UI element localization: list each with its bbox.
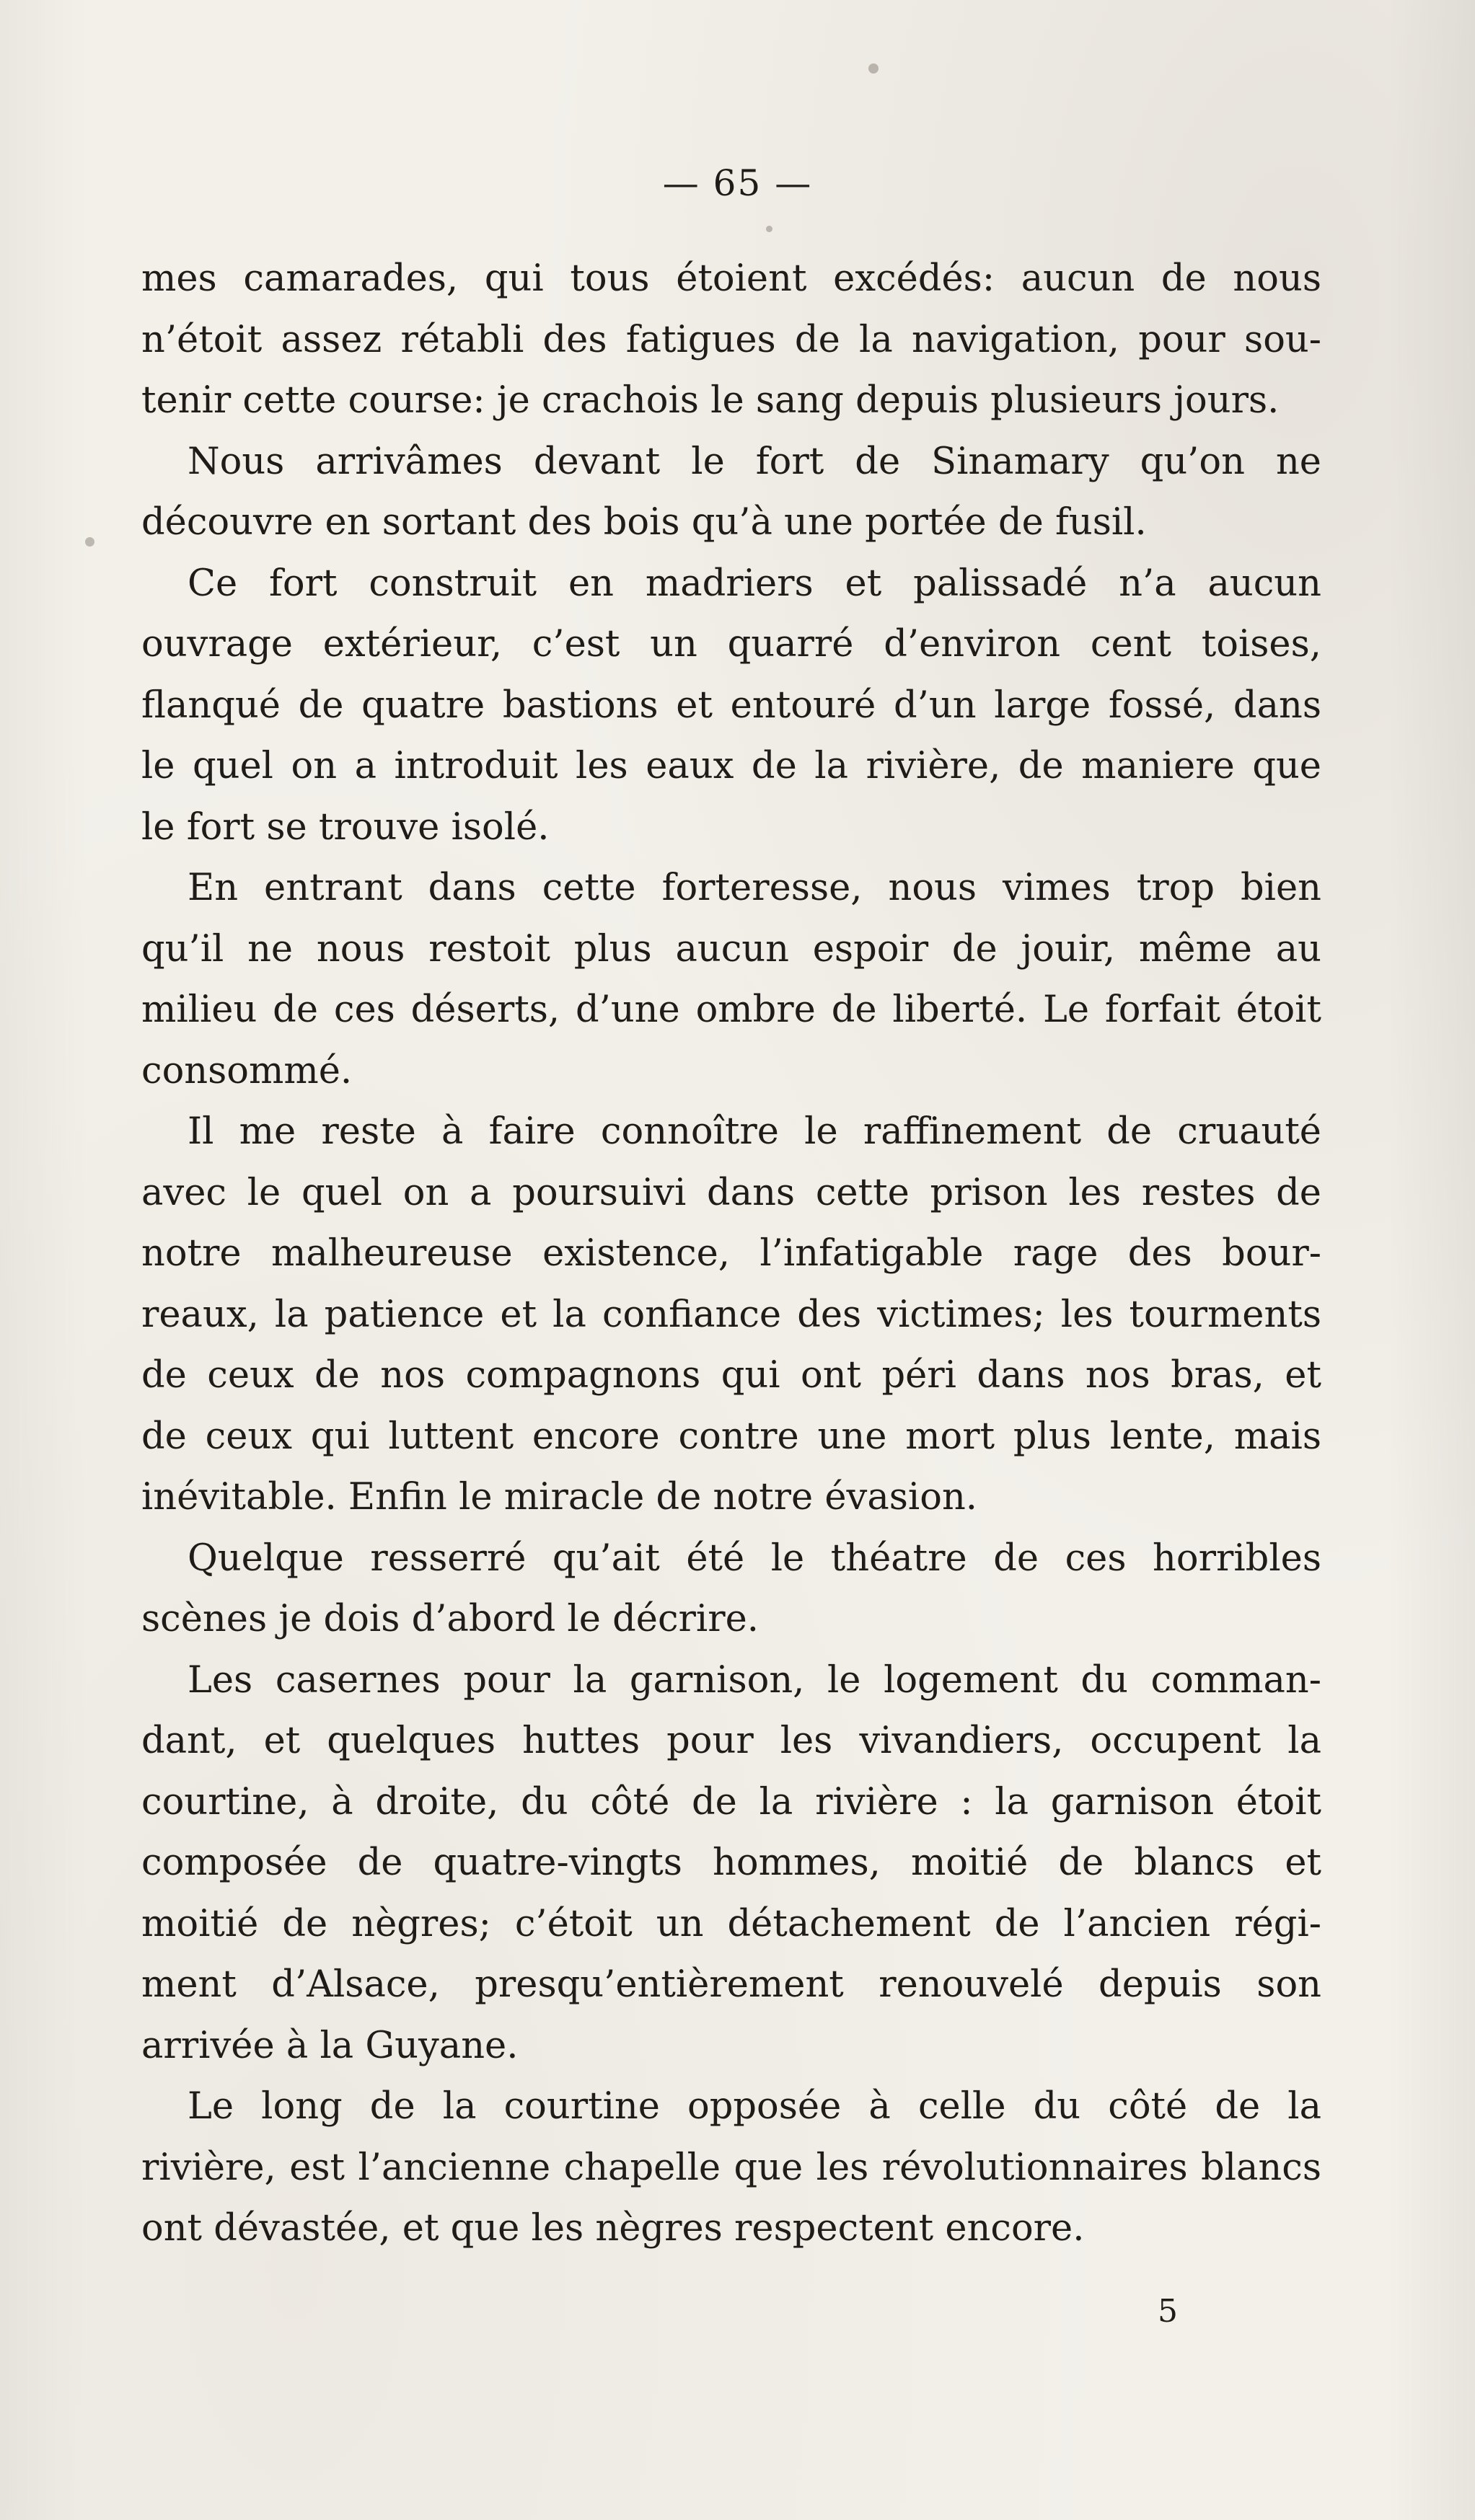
text-line: scènes je dois d’abord le décrire. [141,1598,759,1640]
text-line: consommé. [141,1049,353,1092]
text-line: Il me reste à faire connoître le raffinement de cruauté [188,1110,1321,1153]
text-line: de ceux qui luttent encore contre une mort plus lente, mais [141,1415,1321,1458]
text-line: ouvrage extérieur, c’est un quarré d’environ cent toises, [141,623,1321,666]
ink-speck [766,226,772,232]
ink-speck [85,537,94,547]
text-line: dant, et quelques huttes pour les vivandiers, occupent la [141,1720,1321,1762]
text-line: Le long de la courtine opposée à celle du côté de la [188,2085,1321,2128]
text-line: En entrant dans cette forteresse, nous vimes trop bien [188,867,1321,909]
text-line: notre malheureuse existence, l’infatigable rage des bour- [141,1232,1321,1275]
text-line: milieu de ces déserts, d’une ombre de liberté. Le forfait étoit [141,989,1321,1031]
ink-speck [868,63,879,74]
text-line: Les casernes pour la garnison, le logement du comman- [188,1658,1321,1702]
text-line: Quelque resserré qu’ait été le théatre de ces horribles [188,1537,1321,1580]
text-line: reaux, la patience et la confiance des victimes; les tourments [141,1293,1321,1336]
text-line: ont dévastée, et que les nègres respectent encore. [141,2207,1085,2250]
text-line: arrivée à la Guyane. [141,2024,519,2067]
text-line: découvre en sortant des bois qu’à une portée de fusil. [141,501,1147,544]
text-line: courtine, à droite, du côté de la rivière : la garnison étoit [141,1780,1321,1823]
text-line: flanqué de quatre bastions et entouré d’un large fossé, dans [141,684,1321,727]
signature-mark: 5 [1158,2293,1178,2330]
text-line: composée de quatre-vingts hommes, moitié de blancs et [141,1842,1321,1884]
text-line: mes camarades, qui tous étoient excédés: aucun de nous [141,257,1321,300]
text-line: rivière, est l’ancienne chapelle que les révolutionnaires blancs [141,2146,1321,2189]
page-number-header: — 65 — [662,162,813,204]
body-text [141,249,1321,2260]
text-line: ment d’Alsace, presqu’entièrement renouvelé depuis son [141,1963,1321,2006]
text-line: moitié de nègres; c’étoit un détachement de l’ancien régi- [141,1902,1321,1945]
text-line: le quel on a introduit les eaux de la rivière, de maniere que [141,745,1321,787]
text-line: tenir cette course: je crachois le sang depuis plusieurs jours. [141,379,1280,422]
text-line: inévitable. Enfin le miracle de notre évasion. [141,1476,978,1518]
text-line: avec le quel on a poursuivi dans cette prison les restes de [141,1171,1321,1214]
text-line: qu’il ne nous restoit plus aucun espoir de jouir, même au [141,927,1321,971]
text-line: Nous arrivâmes devant le fort de Sinamary qu’on ne [188,440,1321,483]
text-line: Ce fort construit en madriers et palissadé n’a aucun [188,562,1321,605]
text-line: n’étoit assez rétabli des fatigues de la navigation, pour sou- [141,318,1321,361]
text-line: le fort se trouve isolé. [141,805,550,849]
text-line: de ceux de nos compagnons qui ont péri dans nos bras, et [141,1354,1321,1397]
